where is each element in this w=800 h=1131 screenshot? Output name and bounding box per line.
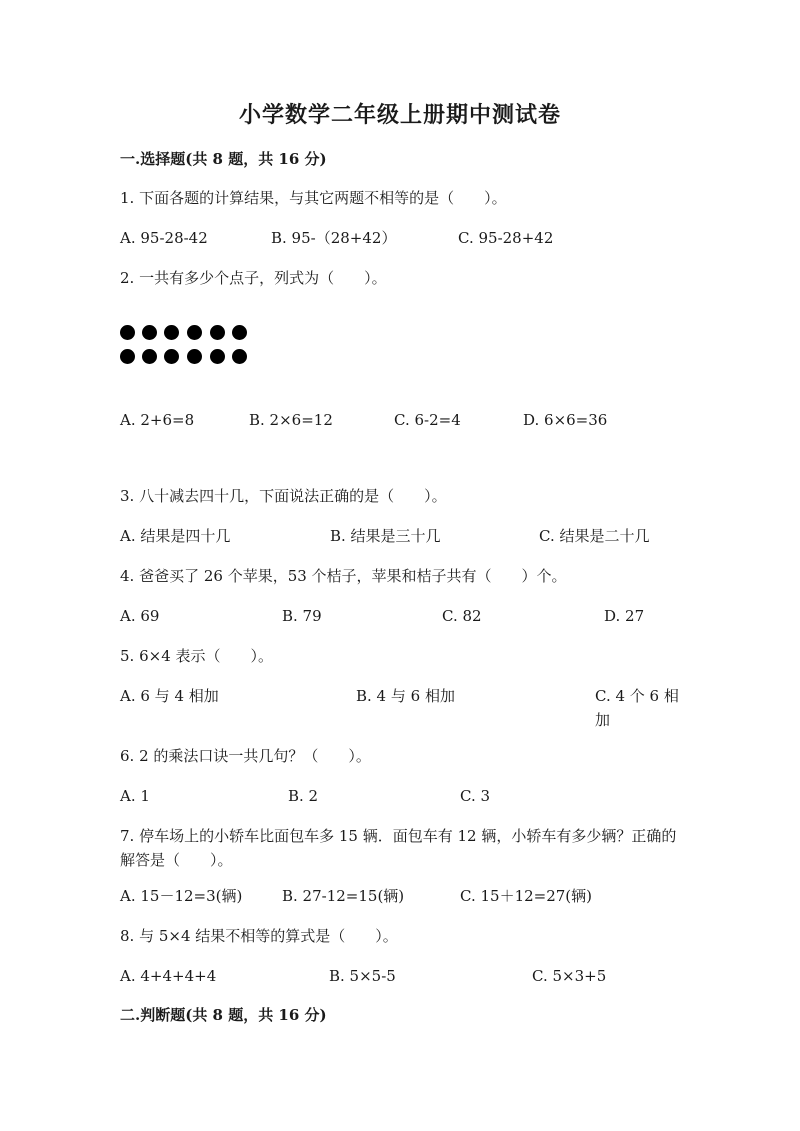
option-a[interactable]: A. 69 <box>120 607 160 625</box>
dot <box>120 325 135 340</box>
option-b[interactable]: B. 2×6=12 <box>249 411 333 429</box>
option-c[interactable]: C. 15＋12=27(辆) <box>460 887 593 905</box>
question-1-options <box>120 226 680 250</box>
dot <box>210 349 225 364</box>
question-5: 5. 6×4 表示（ ）。 <box>120 647 274 665</box>
question-7-options <box>120 884 680 908</box>
option-b[interactable]: B. 结果是三十几 <box>330 527 441 545</box>
question-7: 7. 停车场上的小轿车比面包车多 15 辆．面包车有 12 辆，小轿车有多少辆？正确的解答是（ ）。 <box>120 827 677 869</box>
option-b[interactable]: B. 95-（28+42） <box>271 229 397 247</box>
option-a[interactable]: A. 6 与 4 相加 <box>120 687 219 705</box>
option-c[interactable]: C. 82 <box>442 607 482 625</box>
question-4-options <box>120 604 680 628</box>
question-8: 8. 与 5×4 结果不相等的算式是（ ）。 <box>120 927 398 945</box>
option-d[interactable]: D. 27 <box>604 607 645 625</box>
question-8-options <box>120 964 680 988</box>
option-a[interactable]: A. 15－12=3(辆) <box>120 887 243 905</box>
question-1: 1. 下面各题的计算结果，与其它两题不相等的是（ ）。 <box>120 189 507 207</box>
section-heading-judgement: 二.判断题(共 8 题，共 16 分) <box>120 1006 327 1024</box>
dot <box>187 325 202 340</box>
option-b[interactable]: B. 5×5-5 <box>329 967 396 985</box>
dot <box>120 349 135 364</box>
dot <box>232 349 247 364</box>
option-a[interactable]: A. 结果是四十几 <box>120 527 231 545</box>
option-c[interactable]: C. 95-28+42 <box>458 229 554 247</box>
dot <box>164 325 179 340</box>
option-c[interactable]: C. 5×3+5 <box>532 967 607 985</box>
option-c[interactable]: C. 3 <box>460 787 491 805</box>
question-2: 2. 一共有多少个点子，列式为（ ）。 <box>120 269 387 287</box>
dot <box>187 349 202 364</box>
option-a[interactable]: A. 2+6=8 <box>120 411 195 429</box>
option-b[interactable]: B. 4 与 6 相加 <box>356 687 455 705</box>
option-b[interactable]: B. 79 <box>282 607 322 625</box>
question-6: 6. 2 的乘法口诀一共几句？（ ）。 <box>120 747 371 765</box>
question-2-options <box>120 408 680 432</box>
option-b[interactable]: B. 2 <box>288 787 319 805</box>
option-a[interactable]: A. 4+4+4+4 <box>120 967 217 985</box>
option-c[interactable]: C. 4 个 6 相加 <box>595 687 679 729</box>
question-6-options <box>120 784 680 808</box>
option-c[interactable]: C. 6-2=4 <box>394 411 461 429</box>
question-5-options <box>120 684 680 732</box>
option-b[interactable]: B. 27-12=15(辆) <box>282 887 405 905</box>
dot <box>142 325 157 340</box>
option-c[interactable]: C. 结果是二十几 <box>539 527 650 545</box>
dot <box>232 325 247 340</box>
dot <box>164 349 179 364</box>
question-4: 4. 爸爸买了 26 个苹果，53 个桔子，苹果和桔子共有（ ）个。 <box>120 567 567 585</box>
page-title: 小学数学二年级上册期中测试卷 <box>238 102 561 128</box>
option-a[interactable]: A. 1 <box>120 787 150 805</box>
dot <box>142 349 157 364</box>
question-3-options <box>120 524 680 548</box>
option-a[interactable]: A. 95-28-42 <box>120 229 208 247</box>
dot <box>210 325 225 340</box>
dot-figure <box>120 322 250 370</box>
question-3: 3. 八十减去四十几，下面说法正确的是（ ）。 <box>120 487 447 505</box>
option-d[interactable]: D. 6×6=36 <box>523 411 608 429</box>
section-heading-choice: 一.选择题(共 8 题，共 16 分) <box>120 150 327 168</box>
